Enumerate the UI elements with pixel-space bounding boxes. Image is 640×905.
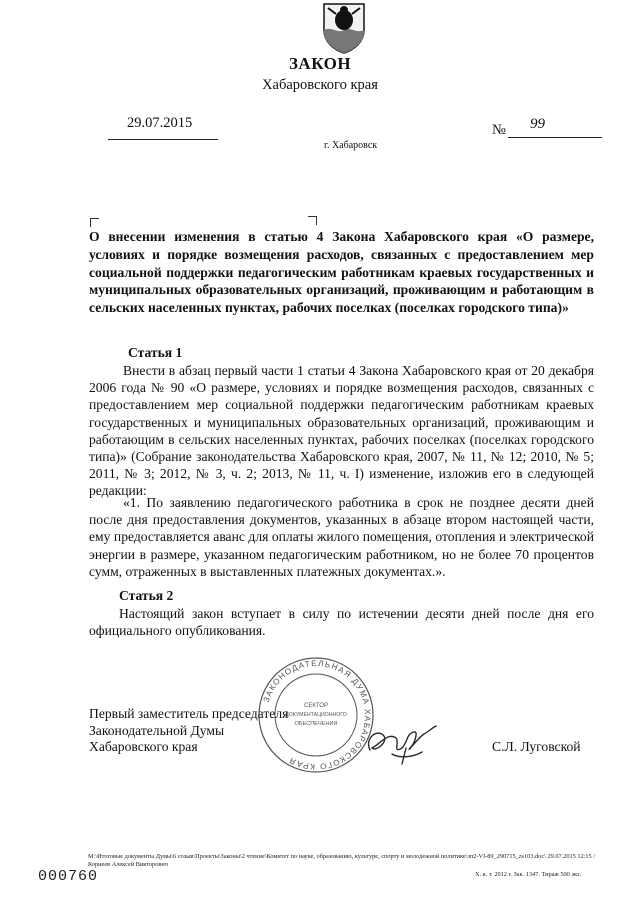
date-underline	[108, 139, 218, 140]
handwritten-signature	[362, 718, 442, 768]
stamp-center-line-3: ОБЕСПЕЧЕНИЯ	[294, 721, 338, 727]
stamp-center-line-1: СЕКТОР	[304, 703, 328, 709]
document-title: ЗАКОН	[288, 54, 352, 73]
signatory-position	[89, 706, 288, 756]
document-subtitle: Хабаровского края	[262, 77, 378, 93]
heading-corner-mark-right	[308, 216, 317, 225]
document-date: 29.07.2015	[127, 115, 193, 131]
heading-corner-mark-left	[90, 218, 99, 227]
signatory-position-line-1: Первый заместитель председателя	[89, 706, 289, 721]
law-heading: О внесении изменения в статью 4 Закона Хабаровского края «О размере, условиях и порядке возмещения расходов, связанных с предоставлением мер социальной поддержки педагогическим работникам краевых государственных и муниципальных образовательных организаций, проживающим и работающим в сельских населенных пунктах, рабочих поселках (поселках городского типа)»	[89, 229, 594, 316]
number-underline	[508, 137, 602, 138]
number-label: №	[492, 122, 506, 138]
signatory-position-line-3: Хабаровского края	[89, 739, 198, 754]
signatory-position-line-2: Законодательной Думы	[89, 722, 225, 738]
article-1-paragraph-1: Внести в абзац первый части 1 статьи 4 Закона Хабаровского края от 20 декабря 2006 года № 90 «О размере, условиях и порядке возмещения расходов, связанных с предоставлением мер социальной поддержки педагогическим работникам краевых государственных и муниципальных образовательных организаций, проживающим и работающим в сельских населенных пунктах, рабочих поселках (поселках городского типа)» (Собрание законодательства Хабаровского края, 2007, № 11, № 12; 2010, № 5; 2011, № 3; 2012, № 3, ч. 2; 2013, № 11, ч. I) изменение, изложив его в следующей редакции:	[89, 363, 594, 499]
registration-number: 000760	[38, 868, 99, 885]
coat-of-arms-icon	[318, 0, 370, 54]
article-2-paragraph-1: Настоящий закон вступает в силу по истечении десяти дней после дня его официального опубликования.	[89, 606, 594, 639]
stamp-center-line-2: ДОКУМЕНТАЦИОННОГО	[285, 712, 347, 718]
footer-file-path: М:\Итоговые документы Думы\6 созыв\Проекты\Законы\2 чтение\Комитет по науке, образованию, культуре, спорту и молодежной политике\зп2-VI-89_290715_zs103.doc\ 29.07.2015 12:15 / Корнеев Алексей Викторович	[88, 853, 596, 868]
article-2-title: Статья 2	[119, 588, 174, 603]
print-info: Х. к. т. 2012 г. Зак. 1347. Тираж 500 экз.	[475, 871, 582, 878]
article-1-paragraph-2: «1. По заявлению педагогического работника в срок не позднее десяти дней после дня предоставления документов, указанных в абзаце втором настоящей части, ему предоставляется аванс для оплаты жилого помещения, отопления и электрической энергии в размере, указанном педагогическим работником, но не более 70 процентов сумм, отраженных в выставленных платежных документах.».	[89, 495, 594, 579]
document-number: 99	[530, 116, 545, 132]
stamp-ring-text: ЗАКОНОДАТЕЛЬНАЯ ДУМА ХАБАРОВСКОГО КРАЯ	[261, 658, 373, 772]
article-1-title: Статья 1	[128, 345, 183, 360]
signatory-name: С.Л. Луговской	[492, 739, 581, 754]
document-city: г. Хабаровск	[324, 140, 378, 151]
